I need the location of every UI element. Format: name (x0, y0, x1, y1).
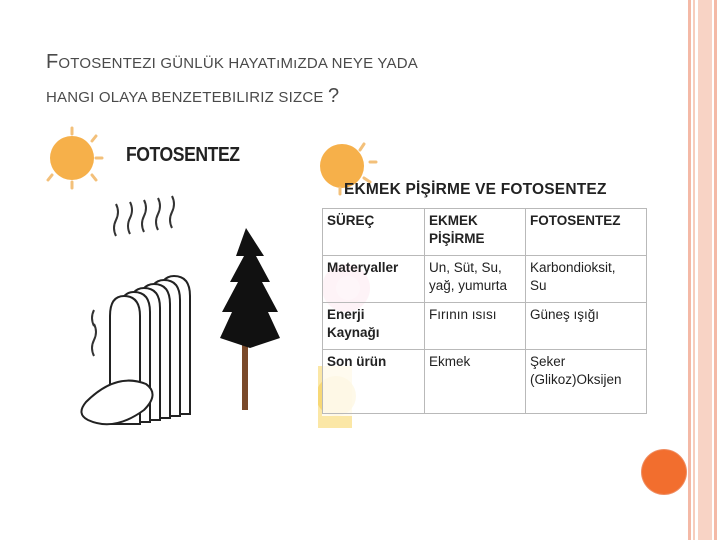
tree-icon (220, 228, 280, 410)
photosynthesis-illustration (46, 126, 310, 498)
table-row (323, 350, 647, 414)
bread-and-tree-image (46, 126, 310, 498)
table-row (323, 303, 647, 350)
decor-stripe (714, 0, 717, 540)
bread-slices-icon (81, 276, 190, 424)
table-cell: Şeker (Glikoz)Oksijen (526, 350, 647, 414)
table-header-cell: SÜREÇ (323, 209, 425, 256)
table-cell: Son ürün (323, 350, 425, 414)
table-cell: Enerji Kaynağı (323, 303, 425, 350)
slide-title-line1 (46, 46, 656, 80)
table-header-cell: FOTOSENTEZ (526, 209, 647, 256)
table-cell: Güneş ışığı (526, 303, 647, 350)
sun-icon (48, 128, 102, 188)
table-header-row (323, 209, 647, 256)
title-question-mark: ? (327, 85, 340, 107)
table-row (323, 256, 647, 303)
panel-title: EKMEK PİŞİRME VE FOTOSENTEZ (344, 181, 607, 198)
illustration-label: FOTOSENTEZ (126, 144, 240, 166)
comparison-table (322, 208, 647, 414)
title-smallcaps: HANGI OLAYA BENZETEBILIRIZ SIZCE (46, 89, 328, 106)
table-cell: Karbondioksit, Su (526, 256, 647, 303)
decor-orange-circle (642, 450, 686, 494)
decor-stripe (693, 0, 695, 540)
decor-stripe (698, 0, 712, 540)
table-cell: Fırının ısısı (425, 303, 526, 350)
table-cell: Un, Süt, Su, yağ, yumurta (425, 256, 526, 303)
table-cell: Materyaller (323, 256, 425, 303)
slide-title-line2 (46, 80, 656, 114)
title-cap: F (46, 51, 59, 73)
slide-title (46, 46, 656, 114)
table-cell: Ekmek (425, 350, 526, 414)
title-smallcaps: OTOSENTEZI GÜNLÜK HAYATıMıZDA NEYE YADA (58, 55, 418, 72)
decor-stripe (688, 0, 691, 540)
table-header-cell: EKMEK PİŞİRME (425, 209, 526, 256)
comparison-panel (318, 138, 652, 428)
